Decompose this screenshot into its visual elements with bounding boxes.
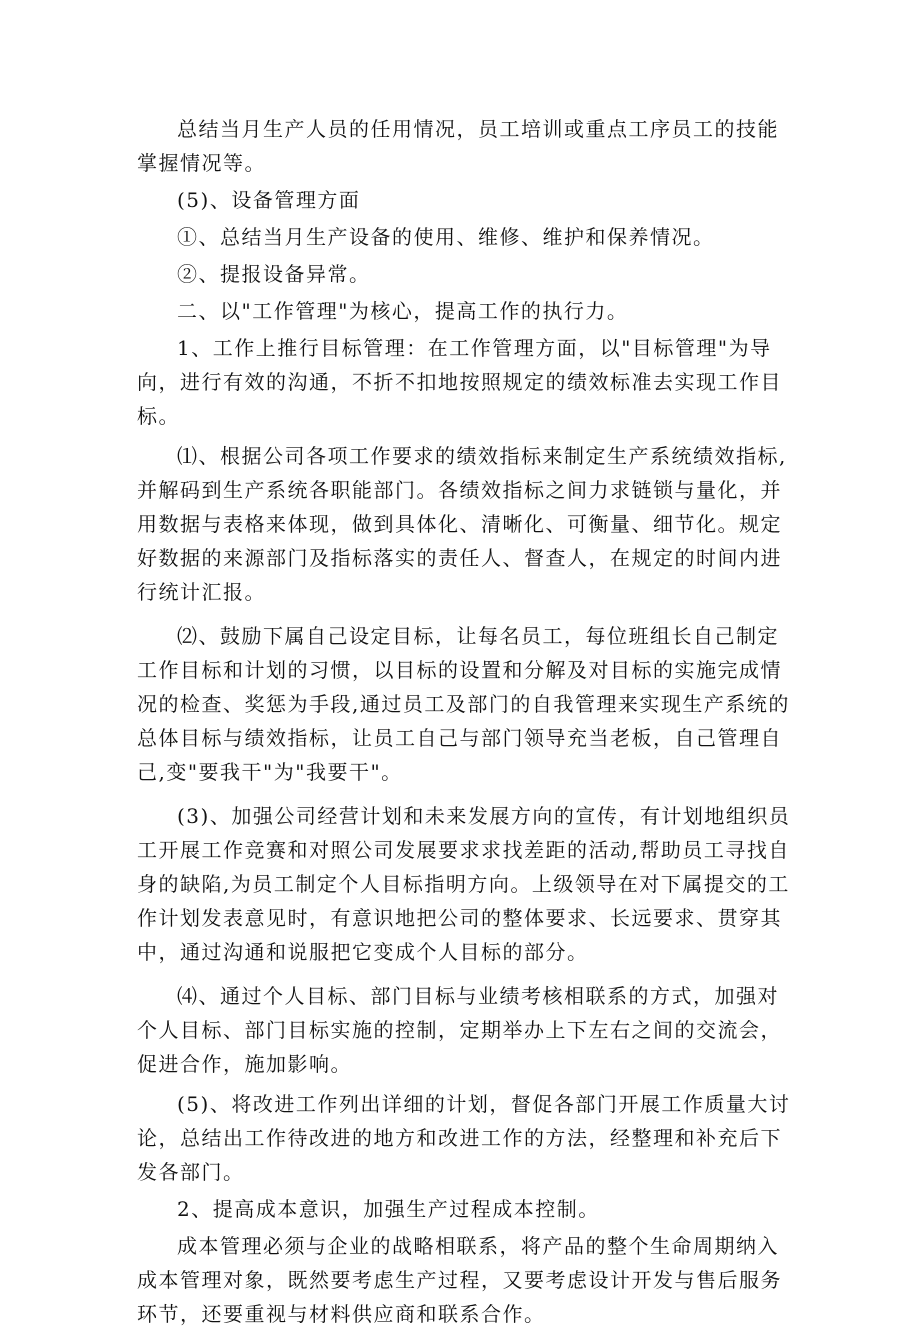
paragraph-item-4: ⑷、通过个人目标、部门目标与业绩考核相联系的方式，加强对个人目标、部门目标实施的控制，定期举办上下左右之间的交流会，促进合作，施加影响。 (137, 984, 782, 1076)
paragraph-cost-heading: 2、提高成本意识，加强生产过程成本控制。 (177, 1197, 600, 1221)
paragraph-cost-management: 成本管理必须与企业的战略相联系，将产品的整个生命周期纳入成本管理对象，既然要考虑生产过程，又要考虑设计开发与售后服务环节，还要重视与材料供应商和联系合作。 (137, 1234, 782, 1326)
section-heading-work-management: 二、以"工作管理"为核心，提高工作的执行力。 (177, 299, 629, 323)
paragraph-equipment-usage: ①、总结当月生产设备的使用、维修、维护和保养情况。 (177, 225, 715, 249)
paragraph-equipment-heading: (5)、设备管理方面 (177, 188, 361, 212)
paragraph-item-1: ⑴、根据公司各项工作要求的绩效指标来制定生产系统绩效指标,并解码到生产系统各职能部门。各绩效指标之间力求链锁与量化，并用数据与表格来体现，做到具体化、清晰化、可衡量、细节化。规定好数据的来源部门及指标落实的责任人、督查人，在规定的时间内进行统计汇报。 (137, 444, 787, 604)
paragraph-item-3: (3)、加强公司经营计划和未来发展方向的宣传，有计划地组织员工开展工作竞赛和对照公司发展要求求找差距的活动,帮助员工寻找自身的缺陷,为员工制定个人目标指明方向。上级领导在对下属提交的工作计划发表意见时，有意识地把公司的整体要求、长远要求、贯穿其中，通过沟通和说服把它变成个人目标的部分。 (137, 804, 791, 964)
paragraph-equipment-anomaly: ②、提报设备异常。 (177, 262, 371, 286)
paragraph-item-2: ⑵、鼓励下属自己设定目标，让每名员工，每位班组长自己制定工作目标和计划的习惯，以目标的设置和分解及对目标的实施完成情况的检查、奖惩为手段,通过员工及部门的自我管理来实现生产系统的总体目标与绩效指标，让员工自己与部门领导充当老板，自己管理自己,变"要我干"为"我要干"。 (137, 624, 790, 784)
document-body (137, 112, 797, 1331)
paragraph-item-5: (5)、将改进工作列出详细的计划，督促各部门开展工作质量大讨论，总结出工作待改进的地方和改进工作的方法，经整理和补充后下发各部门。 (137, 1092, 791, 1184)
paragraph-target-management: 1、工作上推行目标管理：在工作管理方面，以"目标管理"为导向，进行有效的沟通，不折不扣地按照规定的绩效标准去实现工作目标。 (137, 336, 782, 428)
paragraph-staff-summary: 总结当月生产人员的任用情况，员工培训或重点工序员工的技能掌握情况等。 (137, 117, 779, 175)
